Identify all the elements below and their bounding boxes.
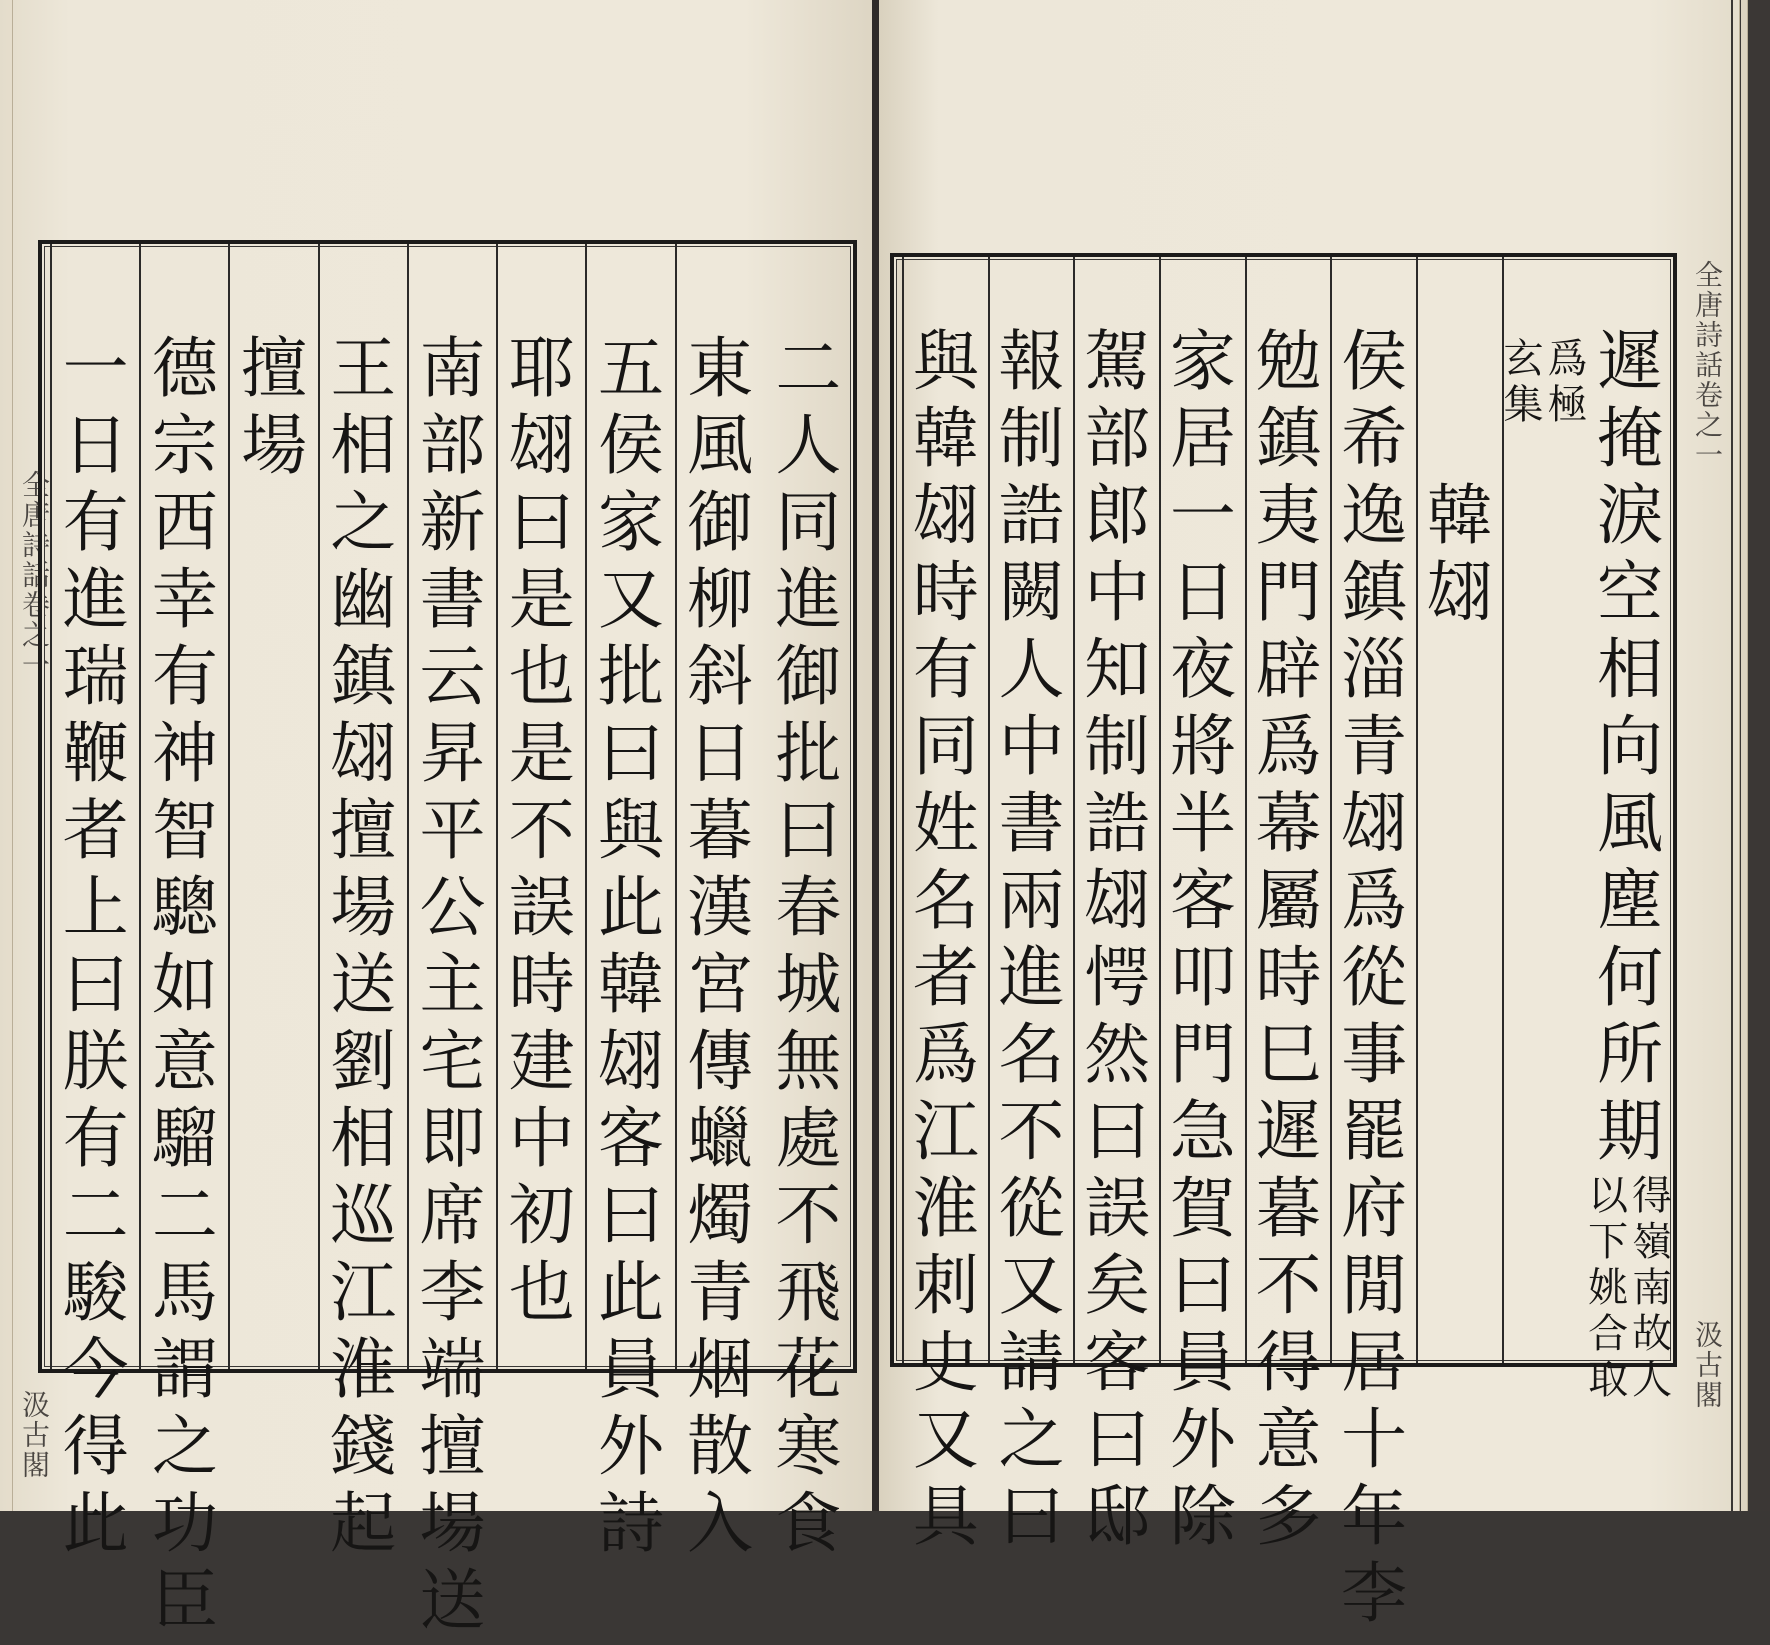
column-text: 擅 場: [241, 330, 308, 484]
column-text: 南 部 新 書 云 昇 平 公 主 宅 即 席 李 端 擅 場 送: [419, 330, 486, 1639]
text-column-R1: [1587, 257, 1673, 1403]
column-text: 與 韓 翃 時 有 同 姓 名 者 爲 江 淮 刺 史 又 具: [912, 323, 979, 1555]
text-column-L5: [407, 244, 496, 1639]
column-text: 東 風 御 柳 斜 日 暮 漢 宮 傳 蠟 燭 青 烟 散 入: [687, 330, 754, 1562]
text-column-L9: [50, 244, 139, 1562]
text-column-L6: [318, 244, 407, 1562]
text-column-R7: [1073, 257, 1159, 1555]
text-column-R6: [1159, 257, 1245, 1555]
page-stack-edge: [1733, 0, 1740, 1511]
text-column-R2: [1502, 257, 1588, 1363]
left-edge-publisher: 汲古閣: [18, 1390, 51, 1480]
page-stack-edge: [6, 0, 13, 1511]
text-column-R8: [988, 257, 1074, 1555]
column-text: 德 宗 西 幸 有 神 智 驄 如 意 騮 二 馬 謂 之 功 臣: [151, 330, 218, 1639]
page-stack-edge: [1741, 0, 1748, 1511]
column-text: 王 相 之 幽 鎮 翃 擅 場 送 劉 相 巡 江 淮 錢 起: [330, 330, 397, 1562]
right-page: [879, 0, 1731, 1632]
interlinear-note: [1503, 336, 1588, 431]
text-column-L8: [139, 244, 228, 1639]
text-column-L2: [675, 244, 764, 1562]
right-text-frame: [890, 253, 1677, 1632]
column-text: 勉 鎮 夷 門 辟 爲 幕 屬 時 巳 遲 暮 不 得 意 多: [1255, 323, 1322, 1555]
text-column-R3: [1416, 257, 1502, 1363]
interlinear-note: [1588, 1173, 1673, 1406]
right-edge-publisher: 汲古閣: [1691, 1320, 1724, 1410]
column-text: 五 侯 家 又 批 曰 與 此 韓 翃 客 曰 此 員 外 詩: [597, 330, 664, 1562]
column-text: 二 人 同 進 御 批 曰 春 城 無 處 不 飛 花 寒 食: [775, 330, 842, 1562]
note-left-line: 以 下 姚 合 取: [1588, 1173, 1629, 1403]
text-column-R5: [1245, 257, 1331, 1555]
column-main-text: 遲 掩 淚 空 相 向 風 塵 何 所 期: [1597, 323, 1664, 1170]
text-column-R4: [1330, 257, 1416, 1632]
text-column-L3: [585, 244, 674, 1562]
column-text: 駕 部 郎 中 知 制 誥 翃 愕 然 曰 誤 矣 客 曰 邸: [1084, 323, 1151, 1555]
right-edge-title: 全唐詩話卷之一: [1691, 260, 1724, 470]
note-right-line: 得 嶺 南 故 人: [1632, 1173, 1673, 1403]
text-column-L7: [228, 244, 317, 1369]
left-page: [0, 0, 875, 1639]
column-text: 一 日 有 進 瑞 鞭 者 上 曰 朕 有 二 駿 今 得 此: [62, 330, 129, 1562]
column-text: 韓 翃: [1426, 477, 1493, 631]
left-text-frame: [38, 240, 857, 1639]
text-column-L1: [764, 244, 853, 1562]
text-column-L4: [496, 244, 585, 1369]
column-text: 報 制 誥 闕 人 中 書 兩 進 名 不 從 又 請 之 曰: [998, 323, 1065, 1555]
text-column-R9: [902, 257, 988, 1555]
left-edge-title: 全唐詩話卷之一: [18, 470, 51, 680]
column-text: 家 居 一 日 夜 將 半 客 叩 門 急 賀 曰 員 外 除: [1169, 323, 1236, 1555]
right-book-edge: [1731, 0, 1770, 1511]
note-left-line: 玄 集: [1503, 336, 1544, 428]
column-text: 侯 希 逸 鎮 淄 青 翃 爲 從 事 罷 府 閒 居 十 年 李: [1341, 323, 1408, 1632]
note-right-line: 爲 極: [1547, 336, 1588, 428]
column-text: 耶 翃 曰 是 也 是 不 誤 時 建 中 初 也: [508, 330, 575, 1331]
